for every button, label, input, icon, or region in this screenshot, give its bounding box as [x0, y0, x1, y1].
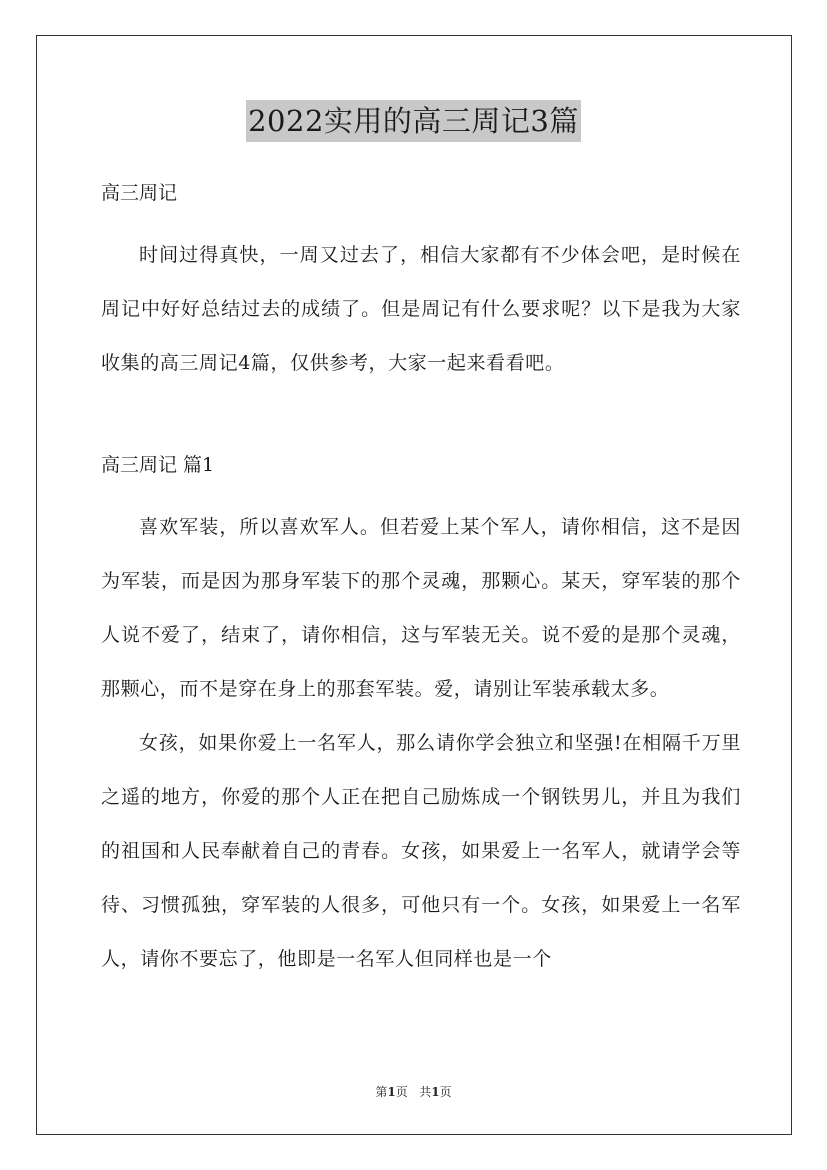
page-prefix: 第	[375, 1085, 388, 1099]
intro-heading: 高三周记	[101, 182, 178, 204]
section1-heading: 高三周记 篇1	[101, 454, 215, 476]
total-suffix: 页	[439, 1085, 452, 1099]
section1-paragraph-1: 喜欢军装，所以喜欢军人。但若爱上某个军人，请你相信，这不是因为军装，而是因为那身军装下的那个灵魂，那颗心。某天，穿军装的那个人说不爱了，结束了，请你相信，这与军装无关。说不爱的是那个灵魂，那颗心，而不是穿在身上的那套军装。爱，请别让军装承载太多。	[101, 516, 741, 700]
page-number: 1	[387, 1085, 396, 1099]
spacer	[101, 488, 741, 500]
intro-paragraph: 时间过得真快，一周又过去了，相信大家都有不少体会吧，是时候在周记中好好总结过去的成绩了。但是周记有什么要求呢？以下是我为大家收集的高三周记4篇，仅供参考，大家一起来看看吧。	[101, 244, 741, 374]
spacer	[101, 390, 741, 442]
document-body	[101, 170, 741, 986]
spacer	[101, 216, 741, 228]
document-title: 2022实用的高三周记3篇	[246, 100, 581, 142]
title-container	[0, 100, 827, 142]
page-footer	[0, 1083, 827, 1100]
total-number: 1	[431, 1085, 440, 1099]
total-prefix: 共	[419, 1085, 432, 1099]
page-suffix: 页	[395, 1085, 408, 1099]
section1-paragraph-2: 女孩，如果你爱上一名军人，那么请你学会独立和坚强!在相隔千万里之遥的地方，你爱的那个人正在把自己励炼成一个钢铁男儿，并且为我们的祖国和人民奉献着自己的青春。女孩，如果爱上一名军人，就请学会等待、习惯孤独，穿军装的人很多，可他只有一个。女孩，如果爱上一名军人，请你不要忘了，他即是一名军人但同样也是一个	[101, 732, 741, 970]
